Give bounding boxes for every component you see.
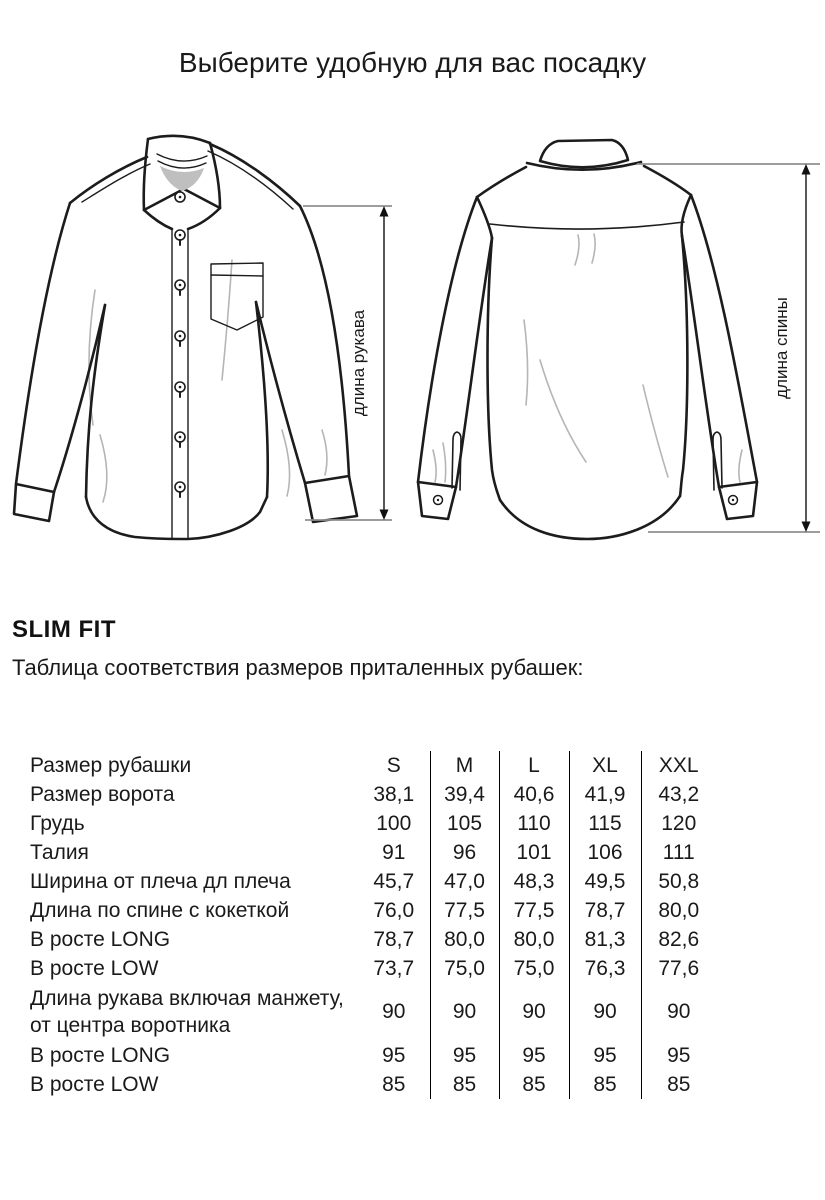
- size-cell: 77,5: [499, 896, 569, 925]
- size-cell: 41,9: [569, 780, 641, 809]
- table-row: [30, 1041, 716, 1070]
- size-cell: 76,0: [373, 898, 415, 922]
- size-cell: 85: [641, 1070, 716, 1099]
- fit-heading: SLIM FIT: [12, 616, 116, 643]
- size-cell: 78,7: [373, 927, 415, 951]
- size-cell: 43,2: [641, 780, 716, 809]
- row-label: Размер ворота: [30, 782, 175, 806]
- row-label: В росте LONG: [30, 1043, 171, 1067]
- size-cell: 73,7: [373, 956, 415, 980]
- row-label: Длина по спине с кокеткой: [30, 898, 290, 922]
- row-label: Длина рукава включая манжету, от центра воротника: [30, 987, 344, 1037]
- size-cell: 115: [569, 809, 641, 838]
- size-cell: 45,7: [373, 869, 415, 893]
- size-cell: 82,6: [641, 925, 716, 954]
- size-cell: 47,0: [430, 867, 499, 896]
- size-cell: 38,1: [373, 782, 415, 806]
- size-cell: 101: [499, 838, 569, 867]
- row-label: Талия: [30, 840, 89, 864]
- size-cell: 111: [641, 838, 716, 867]
- header-label: Размер рубашки: [30, 753, 192, 777]
- size-cell: 106: [569, 838, 641, 867]
- shirt-fit-illustration: [0, 130, 825, 600]
- size-cell: 85: [430, 1070, 499, 1099]
- row-label: В росте LONG: [30, 927, 171, 951]
- size-cell: 91: [382, 840, 406, 864]
- size-cell: 96: [430, 838, 499, 867]
- size-cell: 85: [382, 1072, 406, 1096]
- table-row: [30, 896, 716, 925]
- size-cell: 110: [499, 809, 569, 838]
- size-cell: 85: [569, 1070, 641, 1099]
- size-cell: 105: [430, 809, 499, 838]
- size-cell: 81,3: [569, 925, 641, 954]
- size-cell: 75,0: [430, 954, 499, 983]
- size-cell: 90: [569, 983, 641, 1041]
- size-cell: 80,0: [641, 896, 716, 925]
- size-cell: 40,6: [499, 780, 569, 809]
- size-cell: 80,0: [430, 925, 499, 954]
- back-length-dimension: [637, 164, 820, 532]
- size-cell: 100: [376, 811, 412, 835]
- size-cell: 95: [499, 1041, 569, 1070]
- shirt-back-illustration: [418, 140, 757, 539]
- size-cell: 76,3: [569, 954, 641, 983]
- sleeve-length-label: длина рукава: [349, 309, 368, 417]
- table-row: [30, 838, 716, 867]
- fit-subtitle: Таблица соответствия размеров приталенных рубашек:: [12, 655, 584, 680]
- table-row: [30, 983, 716, 1041]
- front-buttons: [175, 192, 185, 497]
- size-cell: 90: [641, 983, 716, 1041]
- table-row: [30, 809, 716, 838]
- table-row: [30, 954, 716, 983]
- row-label: В росте LOW: [30, 1072, 159, 1096]
- shirt-front-illustration: [14, 136, 357, 539]
- size-cell: 50,8: [641, 867, 716, 896]
- size-header-l: L: [499, 751, 569, 780]
- size-header-s: S: [386, 753, 401, 777]
- size-cell: 75,0: [499, 954, 569, 983]
- size-cell: 90: [382, 1000, 406, 1023]
- table-header-row: [30, 751, 716, 780]
- size-cell: 77,5: [430, 896, 499, 925]
- table-row: [30, 1070, 716, 1099]
- size-cell: 39,4: [430, 780, 499, 809]
- row-label: Ширина от плеча дл плеча: [30, 869, 291, 893]
- size-cell: 78,7: [569, 896, 641, 925]
- size-cell: 90: [499, 983, 569, 1041]
- row-label: Грудь: [30, 811, 85, 835]
- size-cell: 95: [382, 1043, 406, 1067]
- page-title: Выберите удобную для вас посадку: [178, 47, 647, 78]
- size-header-xxl: XXL: [641, 751, 716, 780]
- size-cell: 95: [430, 1041, 499, 1070]
- size-cell: 85: [499, 1070, 569, 1099]
- size-cell: 120: [641, 809, 716, 838]
- size-cell: 49,5: [569, 867, 641, 896]
- size-cell: 90: [430, 983, 499, 1041]
- size-header-xl: XL: [569, 751, 641, 780]
- sleeve-length-dimension: [303, 206, 392, 520]
- back-length-label: длина спины: [772, 297, 791, 399]
- table-row: [30, 867, 716, 896]
- size-cell: 95: [641, 1041, 716, 1070]
- table-row: [30, 780, 716, 809]
- size-cell: 48,3: [499, 867, 569, 896]
- size-cell: 95: [569, 1041, 641, 1070]
- table-row: [30, 925, 716, 954]
- row-label: В росте LOW: [30, 956, 159, 980]
- size-cell: 80,0: [499, 925, 569, 954]
- size-header-m: M: [430, 751, 499, 780]
- size-table: [30, 751, 716, 1099]
- size-cell: 77,6: [641, 954, 716, 983]
